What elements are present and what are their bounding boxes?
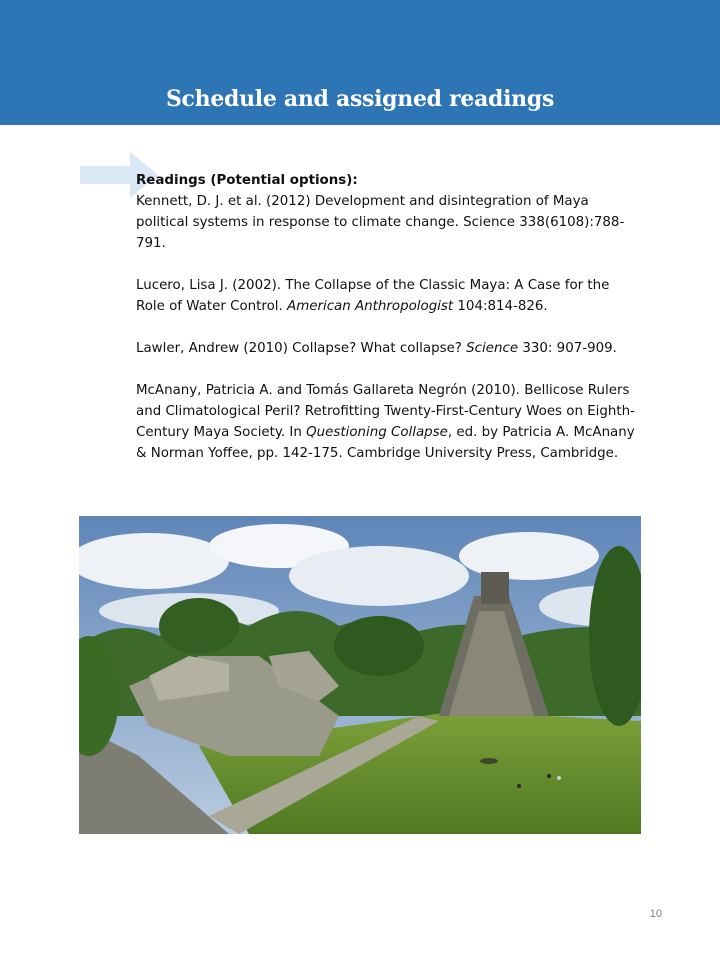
reading-item — [136, 338, 636, 359]
reading-text: Kennett, D. J. et al. (2012) Development and disintegration of Maya political systems in response to climate change. Science 338(6108):788-791. — [136, 194, 625, 251]
readings-block — [136, 170, 636, 464]
reading-text: 104:814-826. — [453, 299, 548, 314]
reading-text: , ed. by Patricia A. McAnany & Norman Yoffee, pp. 142-175. Cambridge University Press, Cambridge. — [136, 425, 635, 461]
readings-heading: Readings (Potential options): — [136, 173, 358, 188]
reading-italic: American Anthropologist — [287, 299, 454, 314]
reading-text: Lawler, Andrew (2010) Collapse? What collapse? — [136, 341, 467, 356]
reading-italic: Questioning Collapse — [306, 425, 448, 440]
reading-text: Lucero, Lisa J. (2002). The Collapse of the Classic Maya: A Case for the Role of Water Control. — [136, 278, 610, 314]
reading-item — [136, 275, 636, 317]
reading-text: 330: 907-909. — [518, 341, 617, 356]
page-number: 10 — [649, 908, 662, 920]
reading-item — [136, 191, 636, 254]
slide-title: Schedule and assigned readings — [165, 86, 555, 112]
reading-italic: Science — [466, 341, 519, 356]
maya-temple-photo — [79, 516, 641, 834]
reading-item — [136, 380, 636, 464]
reading-text: McAnany, Patricia A. and Tomás Gallareta Negrón (2010). Bellicose Rulers and Climatological Peril? Retrofitting Twenty-First-Century Woes on Eighth-Century Maya Society. In — [136, 383, 635, 440]
